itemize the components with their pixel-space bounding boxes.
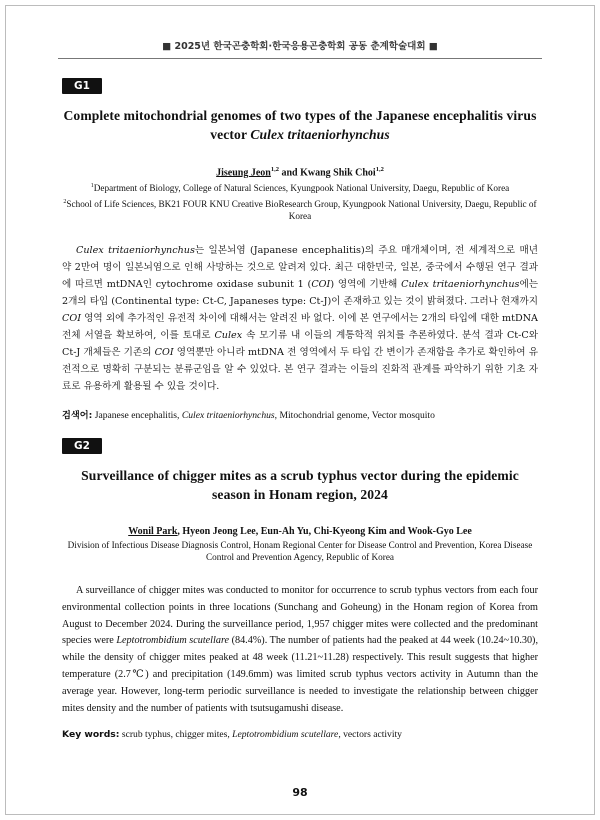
text-segment: 영역 외에 추가적인 유전적 차이에 대해서는 알려진 바 없다. 이에 본 연구에서는 2개의 타입에 대한 mtDNA 전체 서열을 확보하여, 이를 토대로 bbox=[62, 313, 538, 342]
affiliation-1 bbox=[62, 180, 538, 194]
text-segment: scrub typhus, chigger mites, bbox=[121, 729, 233, 741]
text-segment: Japanese encephalitis, bbox=[94, 410, 182, 422]
text-segment: 는 일본뇌염 (Japanese encephalitis)의 주요 매개체이며, 전 세계적으로 매년 약 2만여 명이 일본뇌염으로 인해 사망하는 것으로 알려져 있다. 최근 대한민국, 일본, 중국에서 수행된 연구 결과에 따르면 mtDNA인 cytochrome oxidase subunit 1 ( bbox=[62, 245, 538, 291]
page-number: 98 bbox=[292, 786, 308, 799]
text-segment: ) 영역에 기반해 bbox=[330, 279, 402, 291]
text-segment: , vectors activity bbox=[338, 729, 402, 741]
affiliation-1 bbox=[62, 539, 538, 563]
article-title bbox=[62, 466, 538, 504]
text-segment: 속 모기류 내 이들의 계통학적 위치를 추론하였다. 분석 결과 Ct-C와 Ct-J 개체들은 기존의 bbox=[62, 330, 539, 359]
keywords bbox=[62, 407, 538, 421]
text-segment: 에는 2개의 타입 (Continental type: Ct-C, Japaneses type: Ct-J)이 존재하고 있는 것이 밝혀졌다. 그러나 현재까지 bbox=[62, 279, 539, 308]
author-sup: 1,2 bbox=[375, 166, 384, 173]
text-segment: 영역뿐만 아니라 mtDNA 전 영역에서 두 타입 간 변이가 존재함을 추가로 확인하여 유전적으로 명확히 구분되는 분류군임을 알 수 있었다. 본 연구 결과는 이들의 진화적 관계를 파악하기 위한 기초 자료로 유용하게 활용될 수 있을 것이다. bbox=[62, 347, 538, 393]
affil-text: Department of Biology, College of Natural Sciences, Kyungpook National University, Daegu, Republic of Korea bbox=[93, 183, 510, 194]
italic-term: Leptotrombidium scutellare bbox=[116, 635, 230, 647]
italic-term: COI bbox=[311, 279, 331, 291]
affil-sup: 1 bbox=[90, 183, 94, 190]
article-id-badge: G1 bbox=[62, 78, 102, 94]
author-line bbox=[62, 166, 538, 178]
abstract bbox=[62, 242, 538, 395]
article-g2 bbox=[62, 436, 538, 740]
text-segment: , Mitochondrial genome, Vector mosquito bbox=[274, 410, 435, 422]
italic-term: Leptotrombidium scutellare bbox=[232, 729, 339, 741]
article-title bbox=[62, 106, 538, 144]
title-species: Culex tritaeniorhynchus bbox=[250, 127, 390, 142]
keywords bbox=[62, 729, 538, 740]
article-id-badge: G2 bbox=[62, 438, 102, 454]
text-segment: A surveillance of chigger mites was conducted to monitor for occurrence to scrub typhus vectors from each four environmental collection points in three locations (Sunchang and Goheung) in the Honam region of Korea from August to December 2024. During the surveillance period, 1,957 chigger mites were collected and the predominant species were bbox=[62, 585, 538, 647]
abstract bbox=[62, 583, 538, 717]
author-sup: 1,2 bbox=[270, 166, 279, 173]
author-line bbox=[62, 526, 538, 537]
title-text: Surveillance of chigger mites as a scrub typhus vector during the epidemic season in Honam region, 2024 bbox=[81, 468, 519, 502]
article-g1 bbox=[62, 76, 538, 421]
presenting-author: Wonil Park bbox=[128, 526, 178, 537]
affiliation-2 bbox=[62, 196, 538, 222]
co-authors: and Kwang Shik Choi bbox=[279, 167, 376, 179]
italic-term: COI bbox=[154, 347, 174, 359]
keywords-label: 검색어: bbox=[62, 410, 93, 422]
keywords-label: Key words: bbox=[62, 729, 120, 741]
presenting-author: Jiseung Jeon bbox=[216, 167, 271, 179]
affil-text: Division of Infectious Disease Diagnosis Control, Honam Regional Center for Disease Control and Prevention, Korea Disease Control and Prevention Agency, Republic of Korea bbox=[67, 540, 533, 562]
italic-term: Culex tritaeniorhynchus bbox=[401, 279, 520, 291]
affil-sup: 2 bbox=[63, 199, 67, 206]
running-header: ■ 2025년 한국곤충학회·한국응용곤충학회 공동 춘계학술대회 ■ bbox=[58, 38, 542, 59]
italic-term: Culex tritaeniorhynchus bbox=[181, 410, 275, 422]
affil-text: School of Life Sciences, BK21 FOUR KNU Creative BioResearch Group, Kyungpook National University, Daegu, Republic of Korea bbox=[66, 199, 537, 222]
italic-term: Culex tritaeniorhynchus bbox=[76, 245, 195, 257]
text-segment: (84.4%). The number of patients had the peaked at 44 week (10.24~10.30), while the density of chigger mites peaked at 48 week (11.21~11.28) respectively. This result suggests that higher temperature (2.7℃) and precipitation (149.6mm) was limited scrub typhus vectors activity in Autumn than the average year. However, long-term periodic surveillance is needed to investigate the relationship between chigger mites density and the number of patients with tsutsugamushi disease. bbox=[62, 635, 538, 714]
co-authors: , Hyeon Jeong Lee, Eun-Ah Yu, Chi-Kyeong Kim and Wook-Gyo Lee bbox=[177, 526, 472, 537]
title-text: Complete mitochondrial genomes of two types of the Japanese encephalitis virus vector bbox=[63, 108, 537, 142]
italic-term: Culex bbox=[214, 330, 243, 342]
italic-term: COI bbox=[62, 313, 81, 325]
